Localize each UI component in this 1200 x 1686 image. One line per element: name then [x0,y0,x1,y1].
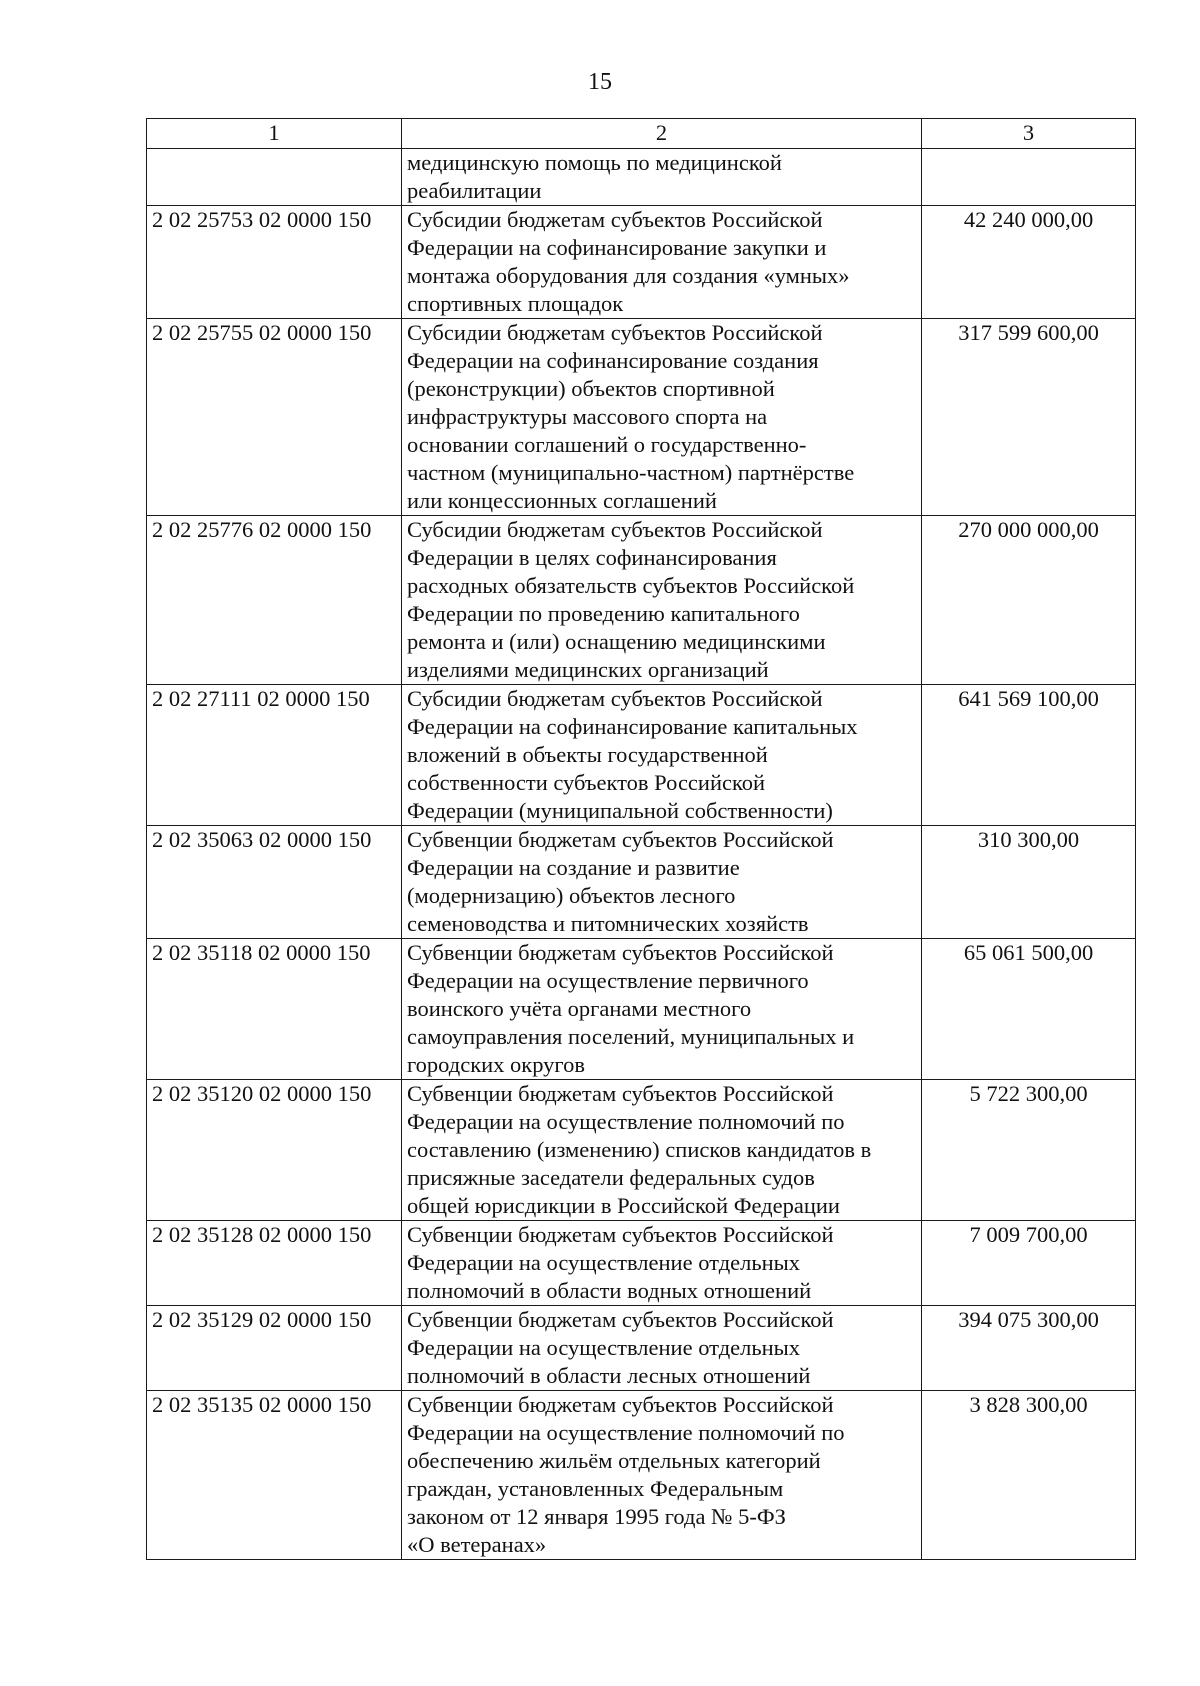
description-line: полномочий в области лесных отношений [407,1363,811,1388]
table-row [147,939,1136,1080]
description-line: инфраструктуры массового спорта на [407,404,768,429]
description-line: Федерации на осуществление отдельных [407,1335,801,1360]
row-amount: 317 599 600,00 [922,319,1136,516]
row-description [402,1391,922,1560]
row-code [147,149,402,206]
row-amount: 7 009 700,00 [922,1221,1136,1306]
description-line: обеспечению жильём отдельных категорий [407,1448,821,1473]
table-row [147,206,1136,319]
row-description [402,319,922,516]
row-description [402,1221,922,1306]
description-line: спортивных площадок [407,291,624,316]
description-line: Субвенции бюджетам субъектов Российской [407,1392,834,1417]
header-col-3: 3 [922,119,1136,149]
description-line: законом от 12 января 1995 года № 5-ФЗ [407,1504,786,1529]
description-line: собственности субъектов Российской [407,770,766,795]
row-code: 2 02 25755 02 0000 150 [147,319,402,516]
description-line: Субсидии бюджетам субъектов Российской [407,517,823,542]
description-line: Субвенции бюджетам субъектов Российской [407,1307,834,1332]
header-col-1: 1 [147,119,402,149]
description-line: воинского учёта органами местного [407,996,752,1021]
description-line: ремонта и (или) оснащению медицинскими [407,629,826,654]
description-line: Федерации на осуществление полномочий по [407,1420,845,1445]
header-col-2: 2 [402,119,922,149]
description-line: вложений в объекты государственной [407,742,768,767]
description-line: семеноводства и питомнических хозяйств [407,911,809,936]
row-amount: 65 061 500,00 [922,939,1136,1080]
table-body [147,149,1136,1560]
table-row [147,149,1136,206]
row-description [402,685,922,826]
description-line: Федерации в целях софинансирования [407,545,777,570]
description-line: Субвенции бюджетам субъектов Российской [407,1081,834,1106]
description-line: Федерации (муниципальной собственности) [407,798,833,823]
row-description [402,149,922,206]
row-code: 2 02 35135 02 0000 150 [147,1391,402,1560]
row-code: 2 02 35128 02 0000 150 [147,1221,402,1306]
row-amount: 5 722 300,00 [922,1080,1136,1221]
row-description [402,1080,922,1221]
header-row [147,119,1136,149]
row-code: 2 02 35129 02 0000 150 [147,1306,402,1391]
description-line: Федерации на осуществление полномочий по [407,1109,845,1134]
description-line: городских округов [407,1052,585,1077]
row-description [402,206,922,319]
description-line: Федерации на осуществление первичного [407,968,809,993]
row-code: 2 02 27111 02 0000 150 [147,685,402,826]
description-line: реабилитации [407,178,542,203]
description-line: присяжные заседатели федеральных судов [407,1165,815,1190]
row-amount: 394 075 300,00 [922,1306,1136,1391]
description-line: частном (муниципально-частном) партнёрстве [407,460,855,485]
description-line: полномочий в области водных отношений [407,1278,812,1303]
page-number: 15 [588,69,612,95]
description-line: Субсидии бюджетам субъектов Российской [407,320,823,345]
description-line: Федерации на создание и развитие [407,855,740,880]
row-amount: 3 828 300,00 [922,1391,1136,1560]
table-row [147,516,1136,685]
row-amount: 42 240 000,00 [922,206,1136,319]
row-amount: 310 300,00 [922,826,1136,939]
row-description [402,826,922,939]
table-row [147,1306,1136,1391]
table-row [147,1391,1136,1560]
row-code: 2 02 25753 02 0000 150 [147,206,402,319]
description-line: Федерации по проведению капитального [407,601,800,626]
row-code: 2 02 35063 02 0000 150 [147,826,402,939]
table-row [147,826,1136,939]
description-line: Федерации на софинансирование создания [407,348,819,373]
description-line: составлению (изменению) списков кандидатов в [407,1137,872,1162]
row-description [402,939,922,1080]
description-line: Субсидии бюджетам субъектов Российской [407,686,823,711]
description-line: Федерации на софинансирование закупки и [407,235,827,260]
table-row [147,319,1136,516]
description-line: изделиями медицинских организаций [407,657,769,682]
row-description [402,1306,922,1391]
table-row [147,685,1136,826]
row-description [402,516,922,685]
description-line: Федерации на осуществление отдельных [407,1250,801,1275]
table-row [147,1221,1136,1306]
description-line: Субвенции бюджетам субъектов Российской [407,1222,834,1247]
table-row [147,1080,1136,1221]
description-line: расходных обязательств субъектов Российской [407,573,855,598]
description-line: или концессионных соглашений [407,488,717,513]
description-line: Субвенции бюджетам субъектов Российской [407,940,834,965]
row-amount [922,149,1136,206]
row-amount: 270 000 000,00 [922,516,1136,685]
row-code: 2 02 25776 02 0000 150 [147,516,402,685]
description-line: Субвенции бюджетам субъектов Российской [407,827,834,852]
description-line: Федерации на софинансирование капитальных [407,714,858,739]
description-line: медицинскую помощь по медицинской [407,150,782,175]
description-line: общей юрисдикции в Российской Федерации [407,1193,840,1218]
description-line: основании соглашений о государственно- [407,432,807,457]
budget-table [146,118,1136,1560]
description-line: (модернизацию) объектов лесного [407,883,736,908]
description-line: Субсидии бюджетам субъектов Российской [407,207,823,232]
description-line: монтажа оборудования для создания «умных» [407,263,850,288]
row-amount: 641 569 100,00 [922,685,1136,826]
row-code: 2 02 35120 02 0000 150 [147,1080,402,1221]
row-code: 2 02 35118 02 0000 150 [147,939,402,1080]
description-line: граждан, установленных Федеральным [407,1476,784,1501]
description-line: (реконструкции) объектов спортивной [407,376,775,401]
description-line: самоуправления поселений, муниципальных и [407,1024,855,1049]
description-line: «О ветеранах» [407,1532,547,1557]
